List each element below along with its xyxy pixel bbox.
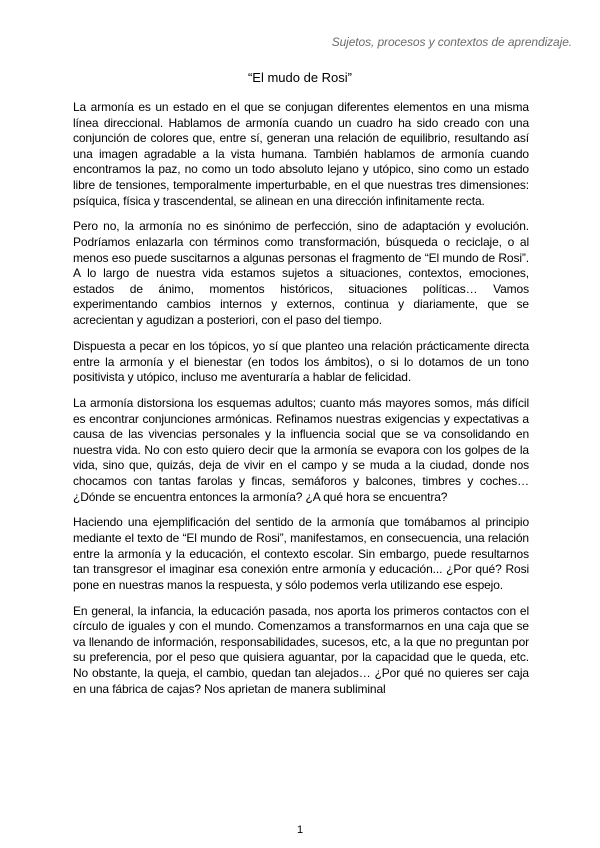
essay-body: [73, 100, 529, 708]
page-number: 1: [296, 824, 304, 836]
paragraph: En general, la infancia, la educación pasada, nos aporta los primeros contactos con el círculo de iguales y con el mundo. Comenzamos a transformarnos en una caja que se va llenando de información, responsabilidades, sucesos, etc, a la que no preguntan por su preferencia, por el peso que quisiera aguantar, por la capacidad que le queda, etc. No obstante, la queja, el cambio, quedan tan alejados… ¿Por qué no quieres ser caja en una fábrica de cajas? Nos aprietan de manera subliminal: [73, 603, 529, 696]
running-header: Sujetos, procesos y contextos de aprendizaje.: [331, 35, 572, 49]
essay-title: “El mudo de Rosi”: [247, 70, 353, 85]
paragraph: Dispuesta a pecar en los tópicos, yo sí que planteo una relación prácticamente directa entre la armonía y el bienestar (en todos los ámbitos), o si lo dotamos de un tono positivista y utópico, incluso me aventuraría a hablar de felicidad.: [73, 338, 529, 385]
paragraph: La armonía distorsiona los esquemas adultos; cuanto más mayores somos, más difícil es encontrar conjunciones armónicas. Refinamos nuestras exigencias y expectativas a causa de las vivencias personales y la influencia social que se va consolidando en nuestra vida. No con esto quiero decir que la armonía se evapora con los golpes de la vida, sino que, quizás, deja de vivir en el campo y se muda a la ciudad, donde nos chocamos con tantas farolas y fincas, semáforos y balcones, timbres y coches… ¿Dónde se encuentra entonces la armonía? ¿A qué hora se encuentra?: [73, 395, 529, 504]
paragraph: La armonía es un estado en el que se conjugan diferentes elementos en una misma línea direccional. Hablamos de armonía cuando un cuadro ha sido creado con una conjunción de colores que, entre sí, generan una relación de equilibrio, resultando así una imagen agradable a la vista humana. También hablamos de armonía cuando encontramos la paz, no como un todo absoluto lejano y utópico, sino como un estado libre de tensiones, temporalmente imperturbable, en el que nuestras tres dimensiones: psíquica, física y trascendental, se alinean en una dirección infinitamente recta.: [73, 100, 529, 208]
paragraph: Pero no, la armonía no es sinónimo de perfección, sino de adaptación y evolución. Podríamos enlazarla con términos como transformación, búsqueda o reciclaje, o al menos eso puede suscitarnos a algunas personas el fragmento de “El mundo de Rosi”. A lo largo de nuestra vida estamos sujetos a situaciones, contextos, emociones, estados de ánimo, momentos históricos, situaciones políticas… Vamos experimentando cambios internos y externos, continua y diariamente, que se acrecientan y agudizan a posteriori, con el paso del tiempo.: [73, 219, 529, 328]
paragraph: Haciendo una ejemplificación del sentido de la armonía que tomábamos al principio mediante el texto de “El mundo de Rosi”, manifestamos, en consecuencia, una relación entre la armonía y la educación, el contexto escolar. Sin embargo, puede resultarnos tan transgresor el imaginar esa conexión entre armonía y educación... ¿Por qué? Rosi pone en nuestras manos la respuesta, y sólo podemos verla utilizando ese espejo.: [73, 515, 529, 592]
